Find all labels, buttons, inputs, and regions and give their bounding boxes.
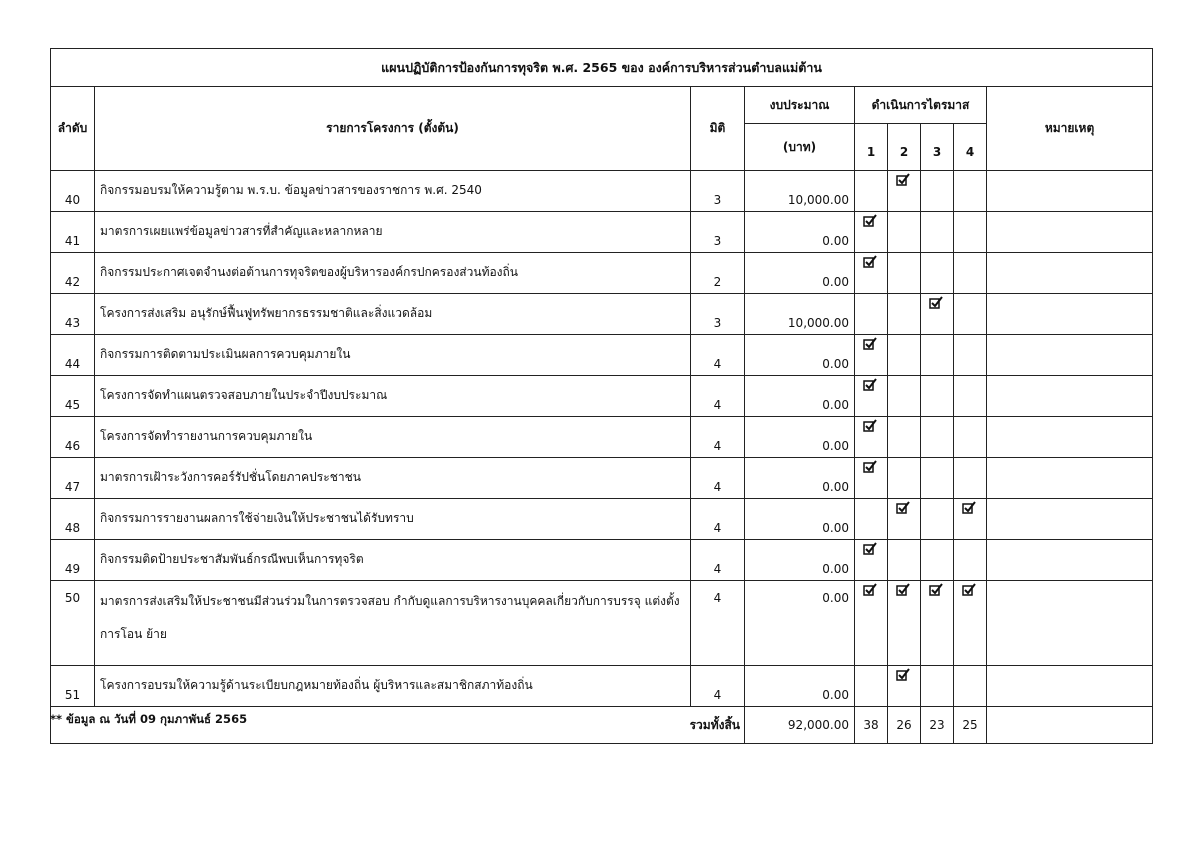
header-remark: หมายเหตุ: [987, 87, 1153, 171]
total-remark: [987, 707, 1153, 744]
header-budget: งบประมาณ: [745, 87, 855, 124]
checkbox-checked-icon: [921, 296, 953, 310]
checkbox-checked-icon: [855, 255, 887, 269]
checkbox-checked-icon: [855, 583, 887, 597]
row-no: 46: [51, 417, 95, 458]
row-project-name: โครงการจัดทำรายงานการควบคุมภายใน: [95, 417, 691, 458]
row-budget: 0.00: [745, 376, 855, 417]
row-remark: [987, 171, 1153, 212]
row-quarter-3: [921, 335, 954, 376]
header-quarter-3: 3: [921, 124, 954, 171]
header-no: ลำดับ: [51, 87, 95, 171]
row-project-name: โครงการส่งเสริม อนุรักษ์ฟื้นฟูทรัพยากรธรรมชาติและสิ่งแวดล้อม: [95, 294, 691, 335]
row-quarter-2: [888, 171, 921, 212]
row-quarter-3: [921, 417, 954, 458]
row-no: 41: [51, 212, 95, 253]
header-quarter-4: 4: [954, 124, 987, 171]
row-no: 50: [51, 581, 95, 666]
row-budget: 10,000.00: [745, 294, 855, 335]
row-quarter-4: [954, 666, 987, 707]
table-row: [51, 212, 1153, 253]
total-label: รวมทั้งสิ้น: [51, 707, 745, 744]
row-remark: [987, 666, 1153, 707]
row-quarter-1: [855, 376, 888, 417]
table-row: [51, 540, 1153, 581]
row-quarter-3: [921, 581, 954, 666]
row-dimension: 4: [691, 581, 745, 666]
row-project-name: กิจกรรมติดป้ายประชาสัมพันธ์กรณีพบเห็นการทุจริต: [95, 540, 691, 581]
checkbox-checked-icon: [855, 214, 887, 228]
row-quarter-1: [855, 666, 888, 707]
row-budget: 0.00: [745, 458, 855, 499]
row-no: 47: [51, 458, 95, 499]
row-no: 45: [51, 376, 95, 417]
row-project-name: โครงการจัดทำแผนตรวจสอบภายในประจำปีงบประมาณ: [95, 376, 691, 417]
row-remark: [987, 376, 1153, 417]
row-budget: 0.00: [745, 253, 855, 294]
row-project-name: กิจกรรมประกาศเจตจำนงต่อต้านการทุจริตของผู้บริหารองค์กรปกครองส่วนท้องถิ่น: [95, 253, 691, 294]
plan-table: [50, 48, 1153, 744]
row-dimension: 4: [691, 458, 745, 499]
row-quarter-1: [855, 417, 888, 458]
row-remark: [987, 499, 1153, 540]
row-remark: [987, 253, 1153, 294]
table-row: [51, 253, 1153, 294]
row-dimension: 4: [691, 499, 745, 540]
table-row: [51, 376, 1153, 417]
header-quarter-2: 2: [888, 124, 921, 171]
row-quarter-2: [888, 212, 921, 253]
row-dimension: 4: [691, 540, 745, 581]
table-row: [51, 171, 1153, 212]
checkbox-checked-icon: [888, 668, 920, 682]
row-quarter-3: [921, 458, 954, 499]
row-budget: 0.00: [745, 581, 855, 666]
row-dimension: 4: [691, 666, 745, 707]
row-quarter-3: [921, 212, 954, 253]
row-budget: 0.00: [745, 499, 855, 540]
row-quarter-3: [921, 666, 954, 707]
row-quarter-3: [921, 499, 954, 540]
checkbox-checked-icon: [855, 460, 887, 474]
row-budget: 0.00: [745, 212, 855, 253]
row-remark: [987, 417, 1153, 458]
row-quarter-3: [921, 540, 954, 581]
row-project-name: มาตรการส่งเสริมให้ประชาชนมีส่วนร่วมในการตรวจสอบ กำกับดูแลการบริหารงานบุคคลเกี่ยวกับการบรรจุ แต่งตั้ง การโอน ย้าย: [95, 581, 691, 666]
header-dimension: มิติ: [691, 87, 745, 171]
row-remark: [987, 540, 1153, 581]
table-row: [51, 417, 1153, 458]
checkbox-checked-icon: [921, 583, 953, 597]
row-quarter-3: [921, 376, 954, 417]
row-quarter-4: [954, 581, 987, 666]
row-quarter-4: [954, 171, 987, 212]
row-quarter-1: [855, 540, 888, 581]
row-no: 43: [51, 294, 95, 335]
table-row: [51, 581, 1153, 666]
row-project-name: โครงการอบรมให้ความรู้ด้านระเบียบกฎหมายท้องถิ่น ผู้บริหารและสมาชิกสภาท้องถิ่น: [95, 666, 691, 707]
row-quarter-4: [954, 499, 987, 540]
checkbox-checked-icon: [855, 378, 887, 392]
total-quarter-3: 23: [921, 707, 954, 744]
table-row: [51, 499, 1153, 540]
row-budget: 0.00: [745, 540, 855, 581]
row-quarter-4: [954, 376, 987, 417]
row-quarter-1: [855, 253, 888, 294]
row-quarter-2: [888, 458, 921, 499]
row-quarter-4: [954, 253, 987, 294]
table-row: [51, 335, 1153, 376]
checkbox-checked-icon: [888, 501, 920, 515]
checkbox-checked-icon: [888, 583, 920, 597]
row-quarter-3: [921, 171, 954, 212]
row-budget: 0.00: [745, 335, 855, 376]
row-remark: [987, 581, 1153, 666]
row-dimension: 3: [691, 171, 745, 212]
total-budget: 92,000.00: [745, 707, 855, 744]
row-quarter-1: [855, 458, 888, 499]
row-remark: [987, 335, 1153, 376]
row-quarter-4: [954, 212, 987, 253]
row-quarter-1: [855, 335, 888, 376]
checkbox-checked-icon: [954, 501, 986, 515]
row-remark: [987, 294, 1153, 335]
row-no: 49: [51, 540, 95, 581]
table-body: [51, 171, 1153, 707]
row-quarter-2: [888, 540, 921, 581]
row-quarter-4: [954, 294, 987, 335]
row-quarter-2: [888, 335, 921, 376]
row-quarter-2: [888, 253, 921, 294]
row-project-name: มาตรการเฝ้าระวังการคอร์รัปชั่นโดยภาคประชาชน: [95, 458, 691, 499]
row-dimension: 4: [691, 376, 745, 417]
row-quarter-2: [888, 294, 921, 335]
row-quarter-1: [855, 499, 888, 540]
row-budget: 0.00: [745, 417, 855, 458]
table-title: แผนปฏิบัติการป้องกันการทุจริต พ.ศ. 2565 ของ องค์การบริหารส่วนตำบลแม่ต้าน: [51, 49, 1153, 87]
row-quarter-2: [888, 666, 921, 707]
total-quarter-1: 38: [855, 707, 888, 744]
row-quarter-1: [855, 294, 888, 335]
row-quarter-2: [888, 581, 921, 666]
header-quarter-1: 1: [855, 124, 888, 171]
table-row: [51, 666, 1153, 707]
checkbox-checked-icon: [855, 419, 887, 433]
row-no: 48: [51, 499, 95, 540]
row-no: 40: [51, 171, 95, 212]
row-project-name: กิจกรรมอบรมให้ความรู้ตาม พ.ร.บ. ข้อมูลข่าวสารของราชการ พ.ศ. 2540: [95, 171, 691, 212]
table-row: [51, 458, 1153, 499]
checkbox-checked-icon: [954, 583, 986, 597]
row-no: 42: [51, 253, 95, 294]
footnote: ** ข้อมูล ณ วันที่ 09 กุมภาพันธ์ 2565: [50, 712, 248, 726]
row-dimension: 3: [691, 294, 745, 335]
checkbox-checked-icon: [888, 173, 920, 187]
table-row: [51, 294, 1153, 335]
row-quarter-3: [921, 253, 954, 294]
total-quarter-2: 26: [888, 707, 921, 744]
header-project: รายการโครงการ (ตั้งต้น): [95, 87, 691, 171]
row-quarter-2: [888, 499, 921, 540]
row-no: 51: [51, 666, 95, 707]
row-quarter-3: [921, 294, 954, 335]
row-quarter-2: [888, 417, 921, 458]
row-remark: [987, 458, 1153, 499]
row-dimension: 2: [691, 253, 745, 294]
total-quarter-4: 25: [954, 707, 987, 744]
row-quarter-1: [855, 212, 888, 253]
row-dimension: 4: [691, 417, 745, 458]
checkbox-checked-icon: [855, 542, 887, 556]
header-budget-unit: (บาท): [745, 124, 855, 171]
row-quarter-1: [855, 171, 888, 212]
header-quarter-group: ดำเนินการไตรมาส: [855, 87, 987, 124]
row-budget: 10,000.00: [745, 171, 855, 212]
row-project-name: กิจกรรมการรายงานผลการใช้จ่ายเงินให้ประชาชนได้รับทราบ: [95, 499, 691, 540]
row-quarter-4: [954, 417, 987, 458]
row-no: 44: [51, 335, 95, 376]
row-quarter-4: [954, 335, 987, 376]
row-remark: [987, 212, 1153, 253]
row-quarter-1: [855, 581, 888, 666]
row-quarter-4: [954, 540, 987, 581]
row-quarter-2: [888, 376, 921, 417]
row-project-name: กิจกรรมการติดตามประเมินผลการควบคุมภายใน: [95, 335, 691, 376]
row-budget: 0.00: [745, 666, 855, 707]
row-project-name: มาตรการเผยแพร่ข้อมูลข่าวสารที่สำคัญและหลากหลาย: [95, 212, 691, 253]
checkbox-checked-icon: [855, 337, 887, 351]
row-dimension: 4: [691, 335, 745, 376]
row-quarter-4: [954, 458, 987, 499]
row-dimension: 3: [691, 212, 745, 253]
